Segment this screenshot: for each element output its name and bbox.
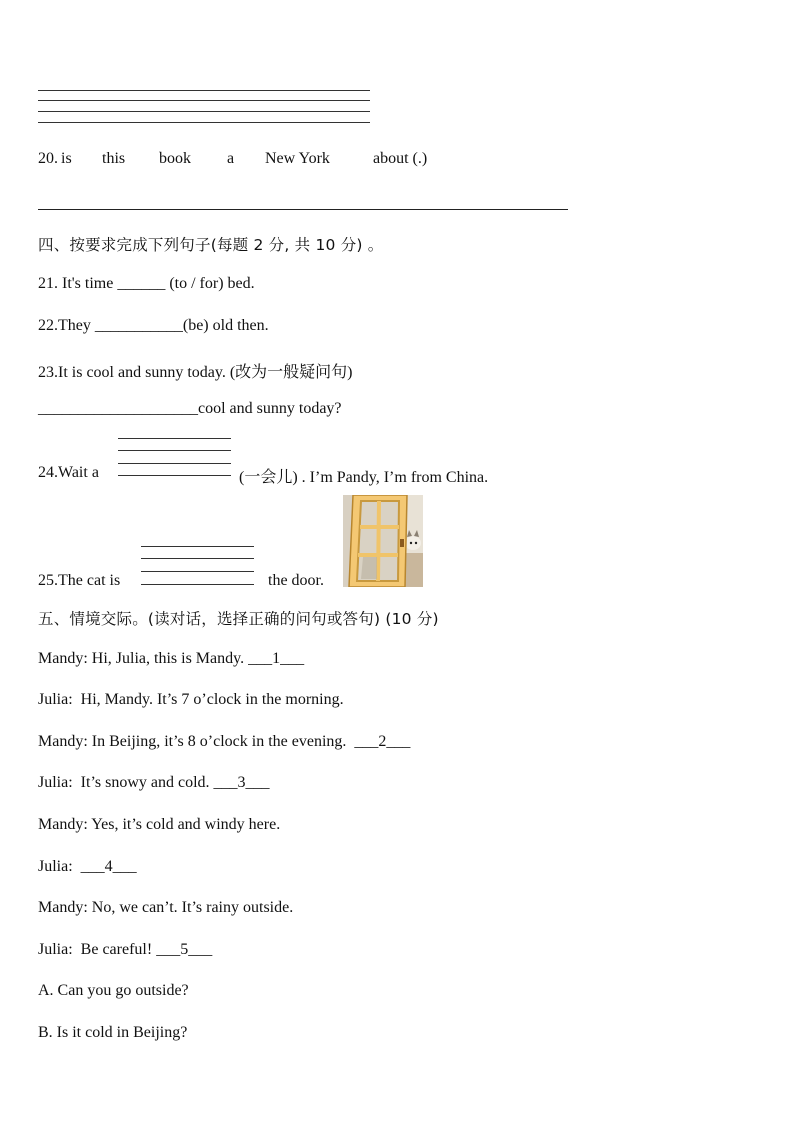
- q25-post: the door.: [268, 572, 324, 589]
- dialogue-line: Mandy: Yes, it’s cold and windy here.: [38, 816, 281, 833]
- q20-word: New York: [265, 150, 330, 167]
- dialogue-line: Mandy: No, we can’t. It’s rainy outside.: [38, 899, 294, 916]
- q20-number: 20.: [38, 150, 58, 167]
- dialogue-line: Julia: It’s snowy and cold. ___3___: [38, 774, 270, 791]
- q20-word: a: [227, 150, 235, 167]
- writing-line: [118, 438, 231, 439]
- q20-word: this: [102, 150, 126, 167]
- q20-word: is: [61, 150, 72, 167]
- writing-line: [38, 111, 370, 112]
- q20-word: book: [159, 150, 191, 167]
- q24-post: (一会儿) . I’m Pandy, I’m from China.: [239, 469, 489, 486]
- writing-line: [38, 90, 370, 91]
- q22: 22.They ___________(be) old then.: [38, 317, 269, 334]
- writing-line: [118, 463, 231, 464]
- dialogue-blank[interactable]: ___1___: [248, 650, 305, 667]
- q25-pre: 25.The cat is: [38, 572, 121, 589]
- q20-answer-line[interactable]: [38, 209, 568, 210]
- q25-answer-line[interactable]: [141, 584, 254, 585]
- q20-word: about (.): [373, 150, 428, 167]
- section4-heading: 四、按要求完成下列句子(每题 2 分, 共 10 分) 。: [38, 236, 384, 254]
- writing-line: [141, 571, 254, 572]
- writing-line: [38, 100, 370, 101]
- q22-blank[interactable]: ___________: [94, 317, 183, 334]
- dialogue-blank[interactable]: ___2___: [354, 733, 411, 750]
- dialogue-line: Julia: Be careful! ___5___: [38, 941, 213, 958]
- q23-blank[interactable]: ____________________: [38, 400, 198, 417]
- section5-heading: 五、情境交际。(读对话，选择正确的问句或答句) (10 分): [38, 610, 439, 628]
- dialogue-blank[interactable]: ___3___: [213, 774, 270, 791]
- q24-pre: 24.Wait a: [38, 464, 99, 481]
- writing-line: [118, 450, 231, 451]
- dialogue-line: Julia: ___4___: [38, 858, 137, 875]
- q21-blank[interactable]: ______: [117, 275, 166, 292]
- dialogue-line: Mandy: Hi, Julia, this is Mandy. ___1___: [38, 650, 305, 667]
- writing-line: [141, 546, 254, 547]
- door-with-cat-icon: [343, 495, 423, 587]
- q23-answer: ____________________cool and sunny today?: [38, 400, 342, 417]
- writing-line: [38, 122, 370, 123]
- dialogue-line: Julia: Hi, Mandy. It’s 7 o’clock in the morning.: [38, 691, 344, 708]
- option-b: B. Is it cold in Beijing?: [38, 1024, 188, 1041]
- q24-answer-line[interactable]: [118, 475, 231, 476]
- dialogue-blank[interactable]: ___4___: [80, 858, 137, 875]
- dialogue-blank[interactable]: ___5___: [156, 941, 213, 958]
- q21: 21. It's time ______ (to / for) bed.: [38, 275, 255, 292]
- writing-line: [141, 558, 254, 559]
- option-a: A. Can you go outside?: [38, 982, 189, 999]
- dialogue-line: Mandy: In Beijing, it’s 8 o’clock in the evening. ___2___: [38, 733, 411, 750]
- q23: 23.It is cool and sunny today. (改为一般疑问句): [38, 364, 353, 381]
